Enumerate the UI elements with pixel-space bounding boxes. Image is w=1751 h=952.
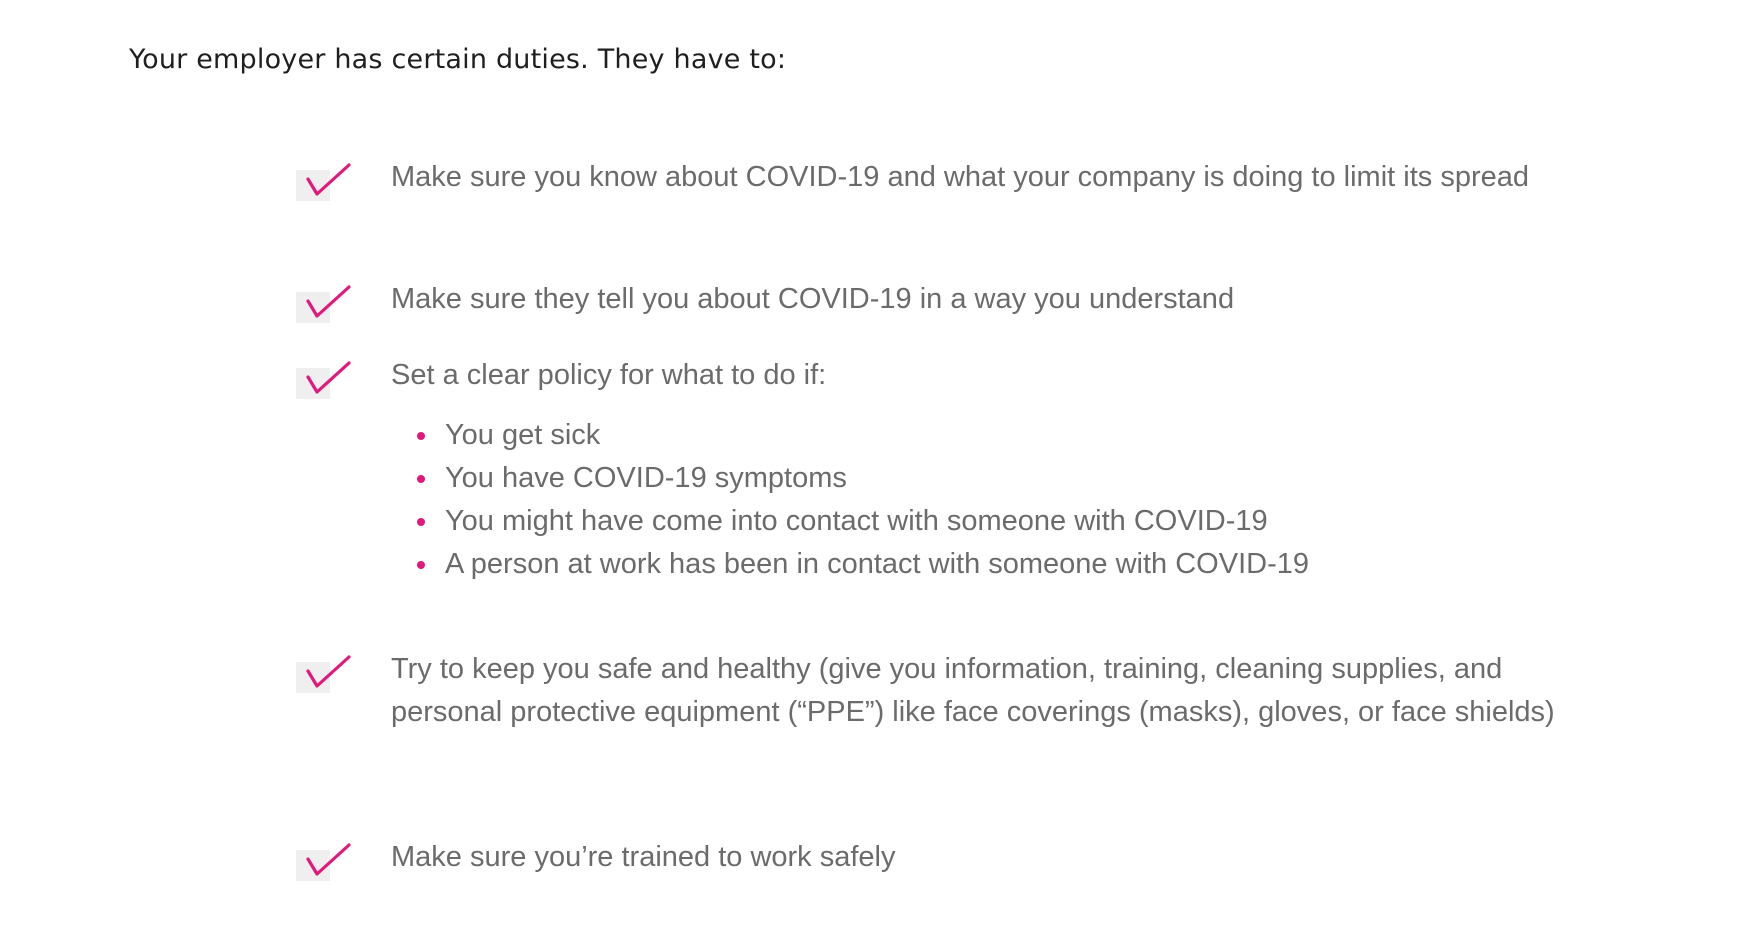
bullet-icon [417, 561, 425, 569]
bullet-icon [417, 475, 425, 483]
list-item-text: You might have come into contact with someone with COVID-19 [445, 505, 1268, 537]
bullet-icon [417, 432, 425, 440]
list-item [391, 414, 1309, 457]
list-item [391, 457, 1309, 500]
bullet-icon [417, 518, 425, 526]
list-item-text: A person at work has been in contact with someone with COVID-19 [445, 548, 1309, 580]
list-item [391, 500, 1309, 543]
check-icon [296, 653, 356, 699]
condition-list [391, 414, 1309, 586]
check-icon [296, 161, 356, 207]
list-item-text: You get sick [445, 419, 601, 451]
intro-text: Your employer has certain duties. They have to: [129, 44, 787, 75]
duty-text: Try to keep you safe and healthy (give you information, training, cleaning supplies, and personal protective equipment (“PPE”) like face coverings (masks), gloves, or face shields) [391, 653, 1555, 728]
duty-text: Make sure they tell you about COVID-19 in a way you understand [391, 283, 1235, 315]
list-item-text: You have COVID-19 symptoms [445, 462, 847, 494]
duty-text: Make sure you’re trained to work safely [391, 841, 896, 873]
duty-text: Make sure you know about COVID-19 and what your company is doing to limit its spread [391, 161, 1529, 193]
check-icon [296, 359, 356, 405]
list-item [391, 543, 1309, 586]
check-icon [296, 841, 356, 887]
check-icon [296, 283, 356, 329]
duty-text: Set a clear policy for what to do if: [391, 359, 827, 391]
